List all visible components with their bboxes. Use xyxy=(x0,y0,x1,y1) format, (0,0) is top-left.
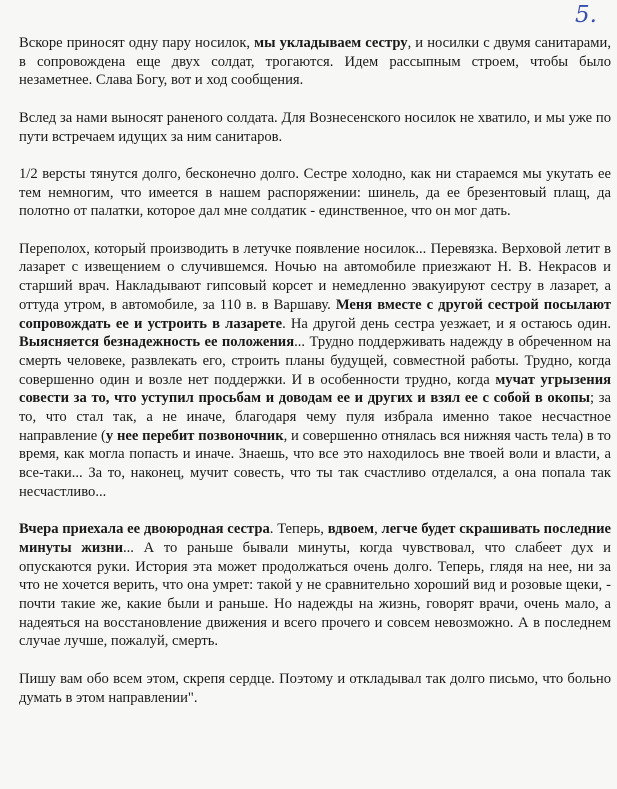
emphasized-text: Выясняется безнадежность ее положения xyxy=(19,334,295,351)
paragraph xyxy=(19,670,611,707)
text-run: , xyxy=(374,521,382,538)
text-run: , и носилки с двумя санитарами, в сопровождена еще двух солдат, трогаются. Идем рассыпным строем, чтобы было незаметнее. Слава Богу, вот и ход сообщения. xyxy=(19,35,611,89)
text-run: Пишу вам обо всем этом, скрепя сердце. Поэтому и откладывал так долго письмо, что больно думать в этом направлении". xyxy=(19,670,611,706)
paragraph xyxy=(19,520,611,651)
text-run: ... Трудно поддерживать надежду в обреченном на смерть человеке, развлекать его, строить планы будущей, совместной работы. Трудно, когда совершенно один и возле нет поддержки. И в особенности трудно, когда xyxy=(19,334,611,388)
emphasized-text: вдвоем xyxy=(327,521,375,538)
text-run: . Теперь, xyxy=(269,521,328,538)
emphasized-text: легче будет скрашивать последние минуты жизни xyxy=(19,521,612,556)
paragraph xyxy=(19,165,611,221)
paragraph xyxy=(19,34,611,90)
emphasized-text: Меня вместе с другой сестрой посылают сопровождать ее и устроить в лазарете xyxy=(19,296,611,332)
emphasized-text: мы укладываем сестру xyxy=(254,35,408,51)
text-run: Вслед за нами выносят раненого солдата. Для Вознесенского носилок не хватило, и мы уже по пути встречаем идущих за ним санитаров. xyxy=(19,109,611,145)
paragraph xyxy=(19,240,611,502)
paragraph xyxy=(19,109,611,146)
text-run: . На другой день сестра уезжает, и я остаюсь один. xyxy=(282,315,612,332)
text-run: ... А то раньше бывали минуты, когда чувствовал, что слабеет дух и опускаются руки. История эта может продолжаться очень долго. Теперь, глядя на нее, ни за что не хочется верить, что она умрет: такой у не сравнительно хороший вид и розовые щеки, - почти такие же, какие были и раньше. Но надежды на жизнь, говорят врачи, очень мало, а надеяться на восстановление движения и всего прочего и совсем невозможно. А в последнем случае лучше, пожалуй, смерть. xyxy=(19,539,611,650)
text-run: Вскоре приносят одну пару носилок, xyxy=(19,35,255,51)
text-run: Переполох, который производить в летучке появление носилок... Перевязка. Верховой летит в лазарет с извещением о случившемся. Ночью на автомобиле приезжают Н. В. Некрасов и старший врач. Накладывают гипсовый корсет и немедленно эвакуируют сестру в лазарет, а оттуда утром, в автомобиле, за 110 в. в Варшаву. xyxy=(19,240,611,313)
text-run: ; за то, что стал так, а не иначе, благодаря чему пуля избрала именно такое несчастное направление ( xyxy=(19,390,611,444)
emphasized-text: мучат угрызения совести за то, что уступил просьбам и доводам ее и других и взял ее с собой в окопы xyxy=(19,371,611,407)
emphasized-text: у нее перебит позвоночник xyxy=(105,427,284,444)
letter-text xyxy=(19,34,611,707)
emphasized-text: Вчера приехала ее двоюродная сестра xyxy=(19,521,270,538)
page-number: 5. xyxy=(575,2,597,28)
text-run: , и совершенно отнялась вся нижняя часть тела) в то время, как могла попасть и иначе. Знаешь, что все это находилось вне твоей воли и власти, а все-таки... За то, наконец, мучит совесть, что ты так счастливо отделался, а она попала так несчастливо... xyxy=(19,427,611,500)
text-run: 1/2 версты тянутся долго, бесконечно долго. Сестре холодно, как ни стараемся мы укутать ее тем немногим, что имеется в нашем распоряжении: шинель, да ее брезентовый плащ, да полотно от палатки, которое дал мне солдатик - единственное, что он мог дать. xyxy=(19,165,611,220)
